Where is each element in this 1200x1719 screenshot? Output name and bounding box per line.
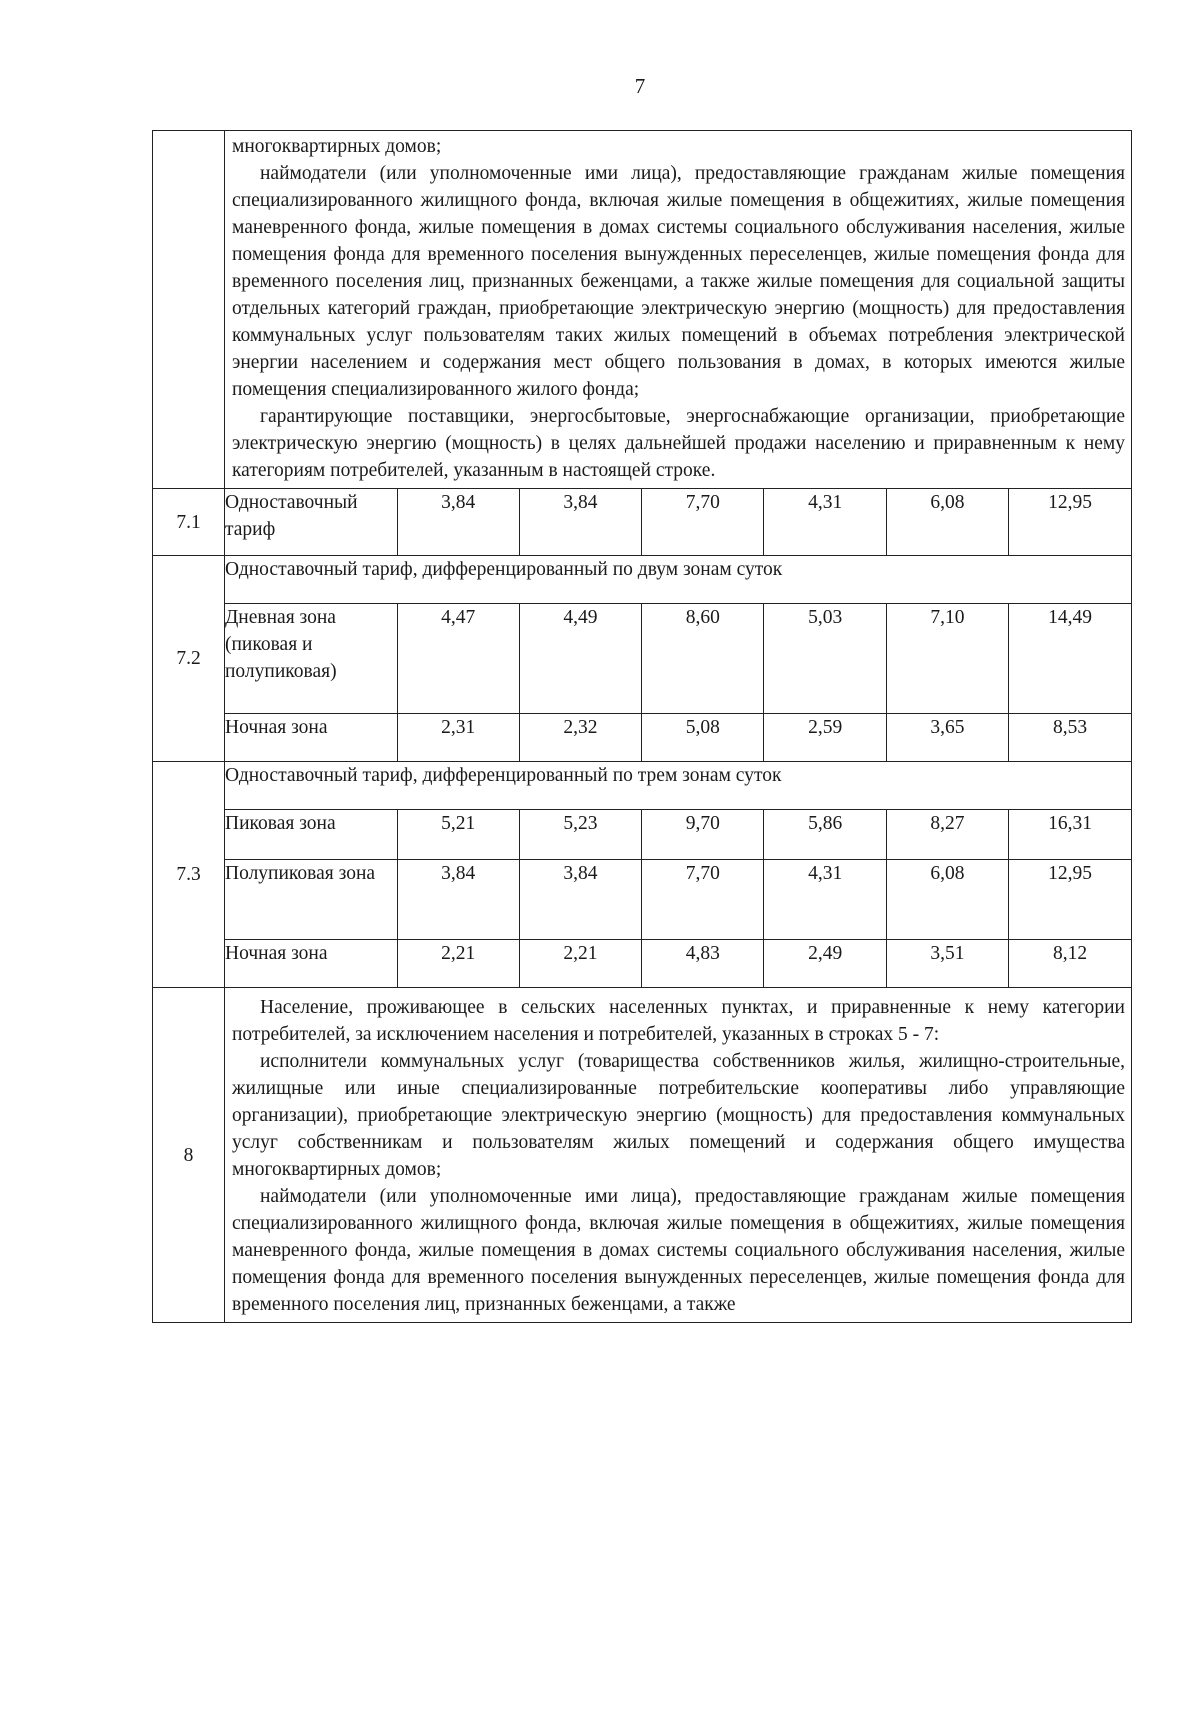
description-cell (225, 988, 1132, 1323)
zone-label: Ночная зона (225, 939, 397, 987)
tariff-heading: Одноставочный тариф, дифференцированный по трем зонам суток (225, 762, 1131, 809)
value-cell: 5,21 (397, 809, 519, 859)
value-cell: 6,08 (886, 859, 1008, 939)
paragraph: Население, проживающее в сельских населенных пунктах, и приравненные к нему категории потребителей, за исключением населения и потребителей, указанных в строках 5 - 7: (232, 997, 1125, 1045)
value-cell: 2,49 (764, 939, 886, 987)
tariff-row (225, 939, 1131, 987)
value-cell: 9,70 (642, 809, 764, 859)
zone-label: Ночная зона (225, 713, 397, 761)
value-cell: 5,08 (642, 713, 764, 761)
value-cell: 4,31 (764, 489, 886, 555)
table-row-7-3 (153, 762, 1132, 988)
value-cell: 5,23 (519, 809, 641, 859)
value-cell: 3,84 (397, 489, 519, 555)
paragraph: наймодатели (или уполномоченные ими лица), предоставляющие гражданам жилые помещения специализированного жилищного фонда, включая жилые помещения в общежитиях, жилые помещения маневренного фонда, жилые помещения в домах системы социального обслуживания населения, жилые помещения фонда для временного поселения вынужденных переселенцев, жилые помещения фонда для временного поселения лиц, признанных беженцами, а также жилые помещения для социальной защиты отдельных категорий граждан, приобретающие электрическую энергию (мощность) для предоставления коммунальных услуг пользователям таких жилых помещений в объемах потребления электрической энергии населением и содержания мест общего пользования в домах, в которых имеются жилые помещения специализированного жилого фонда; (232, 163, 1125, 400)
tariff-label: Одноставочный тариф (225, 489, 397, 555)
tariff-row (225, 489, 1131, 555)
value-cell: 7,10 (886, 603, 1008, 713)
value-cell: 2,31 (397, 713, 519, 761)
table-row-7-2 (153, 556, 1132, 762)
value-cell: 6,08 (886, 489, 1008, 555)
tariff-row (225, 809, 1131, 859)
value-cell: 2,32 (519, 713, 641, 761)
value-cell: 3,84 (519, 489, 641, 555)
table-row-8 (153, 988, 1132, 1323)
row-number-cell (153, 131, 225, 489)
zone-label: Дневная зона (пиковая и полупиковая) (225, 603, 397, 713)
value-cell: 3,84 (397, 859, 519, 939)
value-cell: 2,21 (397, 939, 519, 987)
tariff-heading: Одноставочный тариф, дифференцированный по двум зонам суток (225, 556, 1131, 603)
value-cell: 4,31 (764, 859, 886, 939)
value-cell: 8,27 (886, 809, 1008, 859)
page-number: 7 (634, 74, 646, 98)
value-cell: 2,59 (764, 713, 886, 761)
value-cell: 3,84 (519, 859, 641, 939)
zone-label: Пиковая зона (225, 809, 397, 859)
table-row-continuation (153, 131, 1132, 489)
tariff-row (225, 603, 1131, 713)
value-cell: 4,83 (642, 939, 764, 987)
value-cell: 5,86 (764, 809, 886, 859)
value-cell: 2,21 (519, 939, 641, 987)
tariff-row (225, 859, 1131, 939)
value-cell: 4,49 (519, 603, 641, 713)
value-cell: 8,12 (1009, 939, 1131, 987)
value-cell: 3,51 (886, 939, 1008, 987)
value-cell: 4,47 (397, 603, 519, 713)
row-number: 7.2 (153, 556, 225, 762)
value-cell: 8,60 (642, 603, 764, 713)
paragraph: многоквартирных домов; (232, 136, 442, 157)
row-number: 7.1 (153, 489, 225, 556)
row-number: 7.3 (153, 762, 225, 988)
zone-label: Полупиковая зона (225, 859, 397, 939)
value-cell: 12,95 (1009, 489, 1131, 555)
value-cell: 7,70 (642, 859, 764, 939)
tariff-row (225, 713, 1131, 761)
paragraph: наймодатели (или уполномоченные ими лица), предоставляющие гражданам жилые помещения специализированного жилищного фонда, включая жилые помещения в общежитиях, жилые помещения маневренного фонда, жилые помещения в домах системы социального обслуживания населения, жилые помещения фонда для временного поселения вынужденных переселенцев, жилые помещения фонда для временного поселения лиц, признанных беженцами, а также (232, 1186, 1125, 1315)
value-cell: 12,95 (1009, 859, 1131, 939)
description-cell (225, 131, 1132, 489)
value-cell: 3,65 (886, 713, 1008, 761)
value-cell: 8,53 (1009, 713, 1131, 761)
paragraph: исполнители коммунальных услуг (товарищества собственников жилья, жилищно-строительные, жилищные или иные специализированные потребительские кооперативы либо управляющие организации), приобретающие электрическую энергию (мощность) для предоставления коммунальных услуг собственникам и пользователям жилых помещений и содержания общего имущества многоквартирных домов; (232, 1051, 1125, 1180)
tariff-table (152, 130, 1132, 1323)
value-cell: 16,31 (1009, 809, 1131, 859)
value-cell: 7,70 (642, 489, 764, 555)
paragraph: гарантирующие поставщики, энергосбытовые, энергоснабжающие организации, приобретающие электрическую энергию (мощность) в целях дальнейшей продажи населению и приравненным к нему категориям потребителей, указанным в настоящей строке. (232, 406, 1125, 481)
row-number: 8 (153, 988, 225, 1323)
value-cell: 14,49 (1009, 603, 1131, 713)
table-row-7-1 (153, 489, 1132, 556)
value-cell: 5,03 (764, 603, 886, 713)
